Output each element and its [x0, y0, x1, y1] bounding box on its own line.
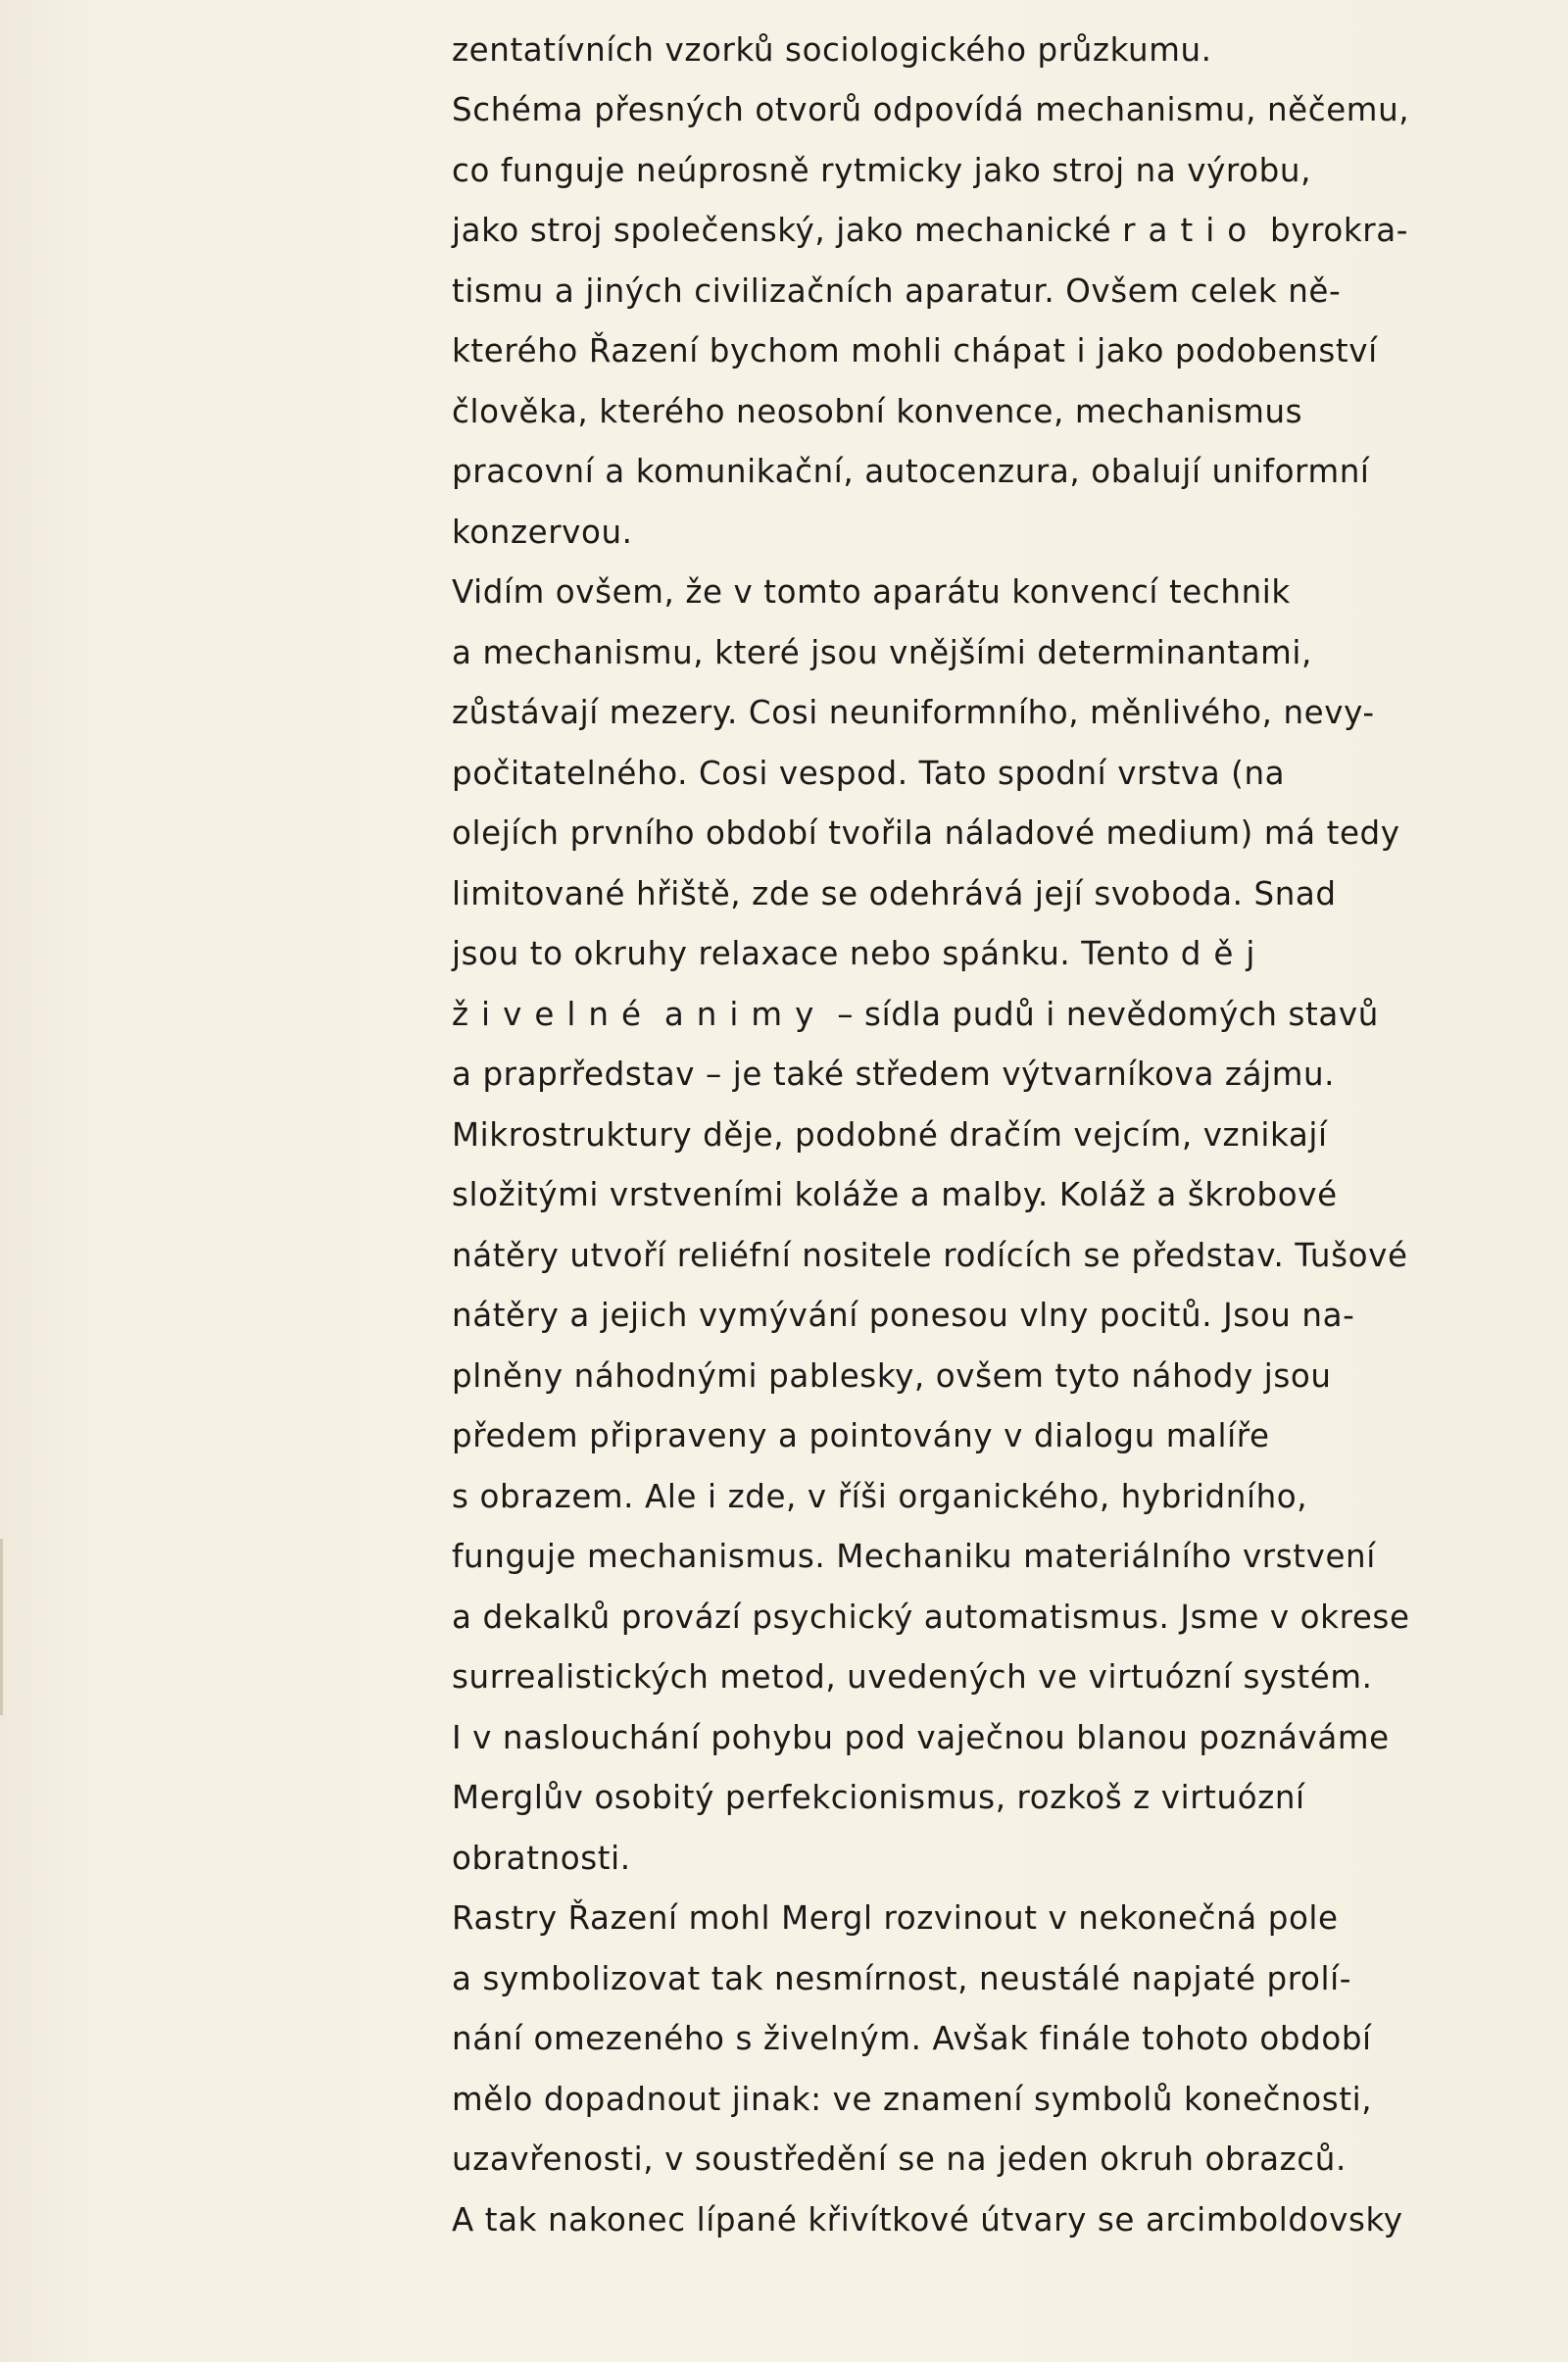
text-line: nání omezeného s živelným. Avšak finále tohoto období [452, 2020, 1372, 2057]
text-line: počitatelného. Cosi vespod. Tato spodní vrstva (na [452, 755, 1286, 792]
text-line: surrealistických metod, uvedených ve virtuózní systém. [452, 1658, 1373, 1696]
text-line: plněny náhodnými pablesky, ovšem tyto náhody jsou [452, 1357, 1332, 1395]
text-line: a praprředstav – je také středem výtvarníkova zájmu. [452, 1056, 1336, 1093]
spaced-text: animy [663, 996, 827, 1033]
text-line: a mechanismu, které jsou vnějšími determinantami, [452, 634, 1312, 671]
text-line: Merglův osobitý perfekcionismus, rozkoš z virtuózní [452, 1779, 1305, 1816]
text-line: pracovní a komunikační, autocenzura, obalují uniformní [452, 453, 1370, 490]
text-line: tismu a jiných civilizačních aparatur. Ovšem celek ně- [452, 272, 1342, 310]
text-line: limitované hřiště, zde se odehrává její svoboda. Snad [452, 875, 1337, 912]
text-segment: byrokra- [1270, 212, 1409, 249]
spaced-text: živelné [452, 996, 654, 1033]
text-line: nátěry utvoří reliéfní nositele rodících se představ. Tušové [452, 1237, 1408, 1274]
text-line: složitými vrstveními koláže a malby. Koláž a škrobové [452, 1176, 1338, 1213]
text-line [452, 211, 1408, 250]
text-line: konzervou. [452, 514, 633, 551]
text-line: Mikrostruktury děje, podobné dračím vejcím, vznikají [452, 1116, 1328, 1154]
text-segment: jako stroj společenský, jako mechanické [452, 212, 1112, 249]
page-edge-mark [0, 1539, 3, 1715]
text-line: s obrazem. Ale i zde, v říši organického, hybridního, [452, 1478, 1308, 1515]
text-line: mělo dopadnout jinak: ve znamení symbolů konečnosti, [452, 2081, 1373, 2118]
text-line: a dekalků provází psychický automatismus. Jsme v okrese [452, 1599, 1410, 1636]
text-line: zůstávají mezery. Cosi neuniformního, měnlivého, nevy- [452, 694, 1375, 731]
text-line: kterého Řazení bychom mohli chápat i jako podobenství [452, 332, 1378, 369]
spaced-text: ratio [1122, 212, 1260, 249]
text-line: obratnosti. [452, 1840, 631, 1877]
text-line: Vidím ovšem, že v tomto aparátu konvencí technik [452, 573, 1291, 611]
text-line: A tak nakonec lípané křivítkové útvary se arcimboldovsky [452, 2201, 1403, 2239]
text-line: Rastry Řazení mohl Mergl rozvinout v nekonečná pole [452, 1899, 1339, 1937]
text-line: zentatívních vzorků sociologického průzkumu. [452, 31, 1212, 69]
text-line: uzavřenosti, v soustředění se na jeden okruh obrazců. [452, 2141, 1347, 2178]
text-line [452, 995, 1379, 1034]
text-segment: – sídla pudů i nevědomých stavů [837, 996, 1379, 1033]
text-line: co funguje neúprosně rytmicky jako stroj na výrobu, [452, 152, 1312, 189]
text-line: nátěry a jejich vymývání ponesou vlny pocitů. Jsou na- [452, 1297, 1355, 1334]
text-line: Schéma přesných otvorů odpovídá mechanismu, něčemu, [452, 91, 1410, 128]
spaced-text: děj [1180, 935, 1268, 972]
text-segment: jsou to okruhy relaxace nebo spánku. Tento [452, 935, 1170, 972]
text-line: funguje mechanismus. Mechaniku materiálního vrstvení [452, 1538, 1376, 1575]
text-line [452, 934, 1267, 973]
text-line: předem připraveny a pointovány v dialogu malíře [452, 1417, 1270, 1454]
text-line: a symbolizovat tak nesmírnost, neustálé napjaté prolí- [452, 1960, 1352, 1997]
text-line: I v naslouchání pohybu pod vaječnou blanou poznáváme [452, 1719, 1390, 1756]
text-line: člověka, kterého neosobní konvence, mechanismus [452, 393, 1303, 430]
text-line: olejích prvního období tvořila náladové medium) má tedy [452, 814, 1400, 852]
